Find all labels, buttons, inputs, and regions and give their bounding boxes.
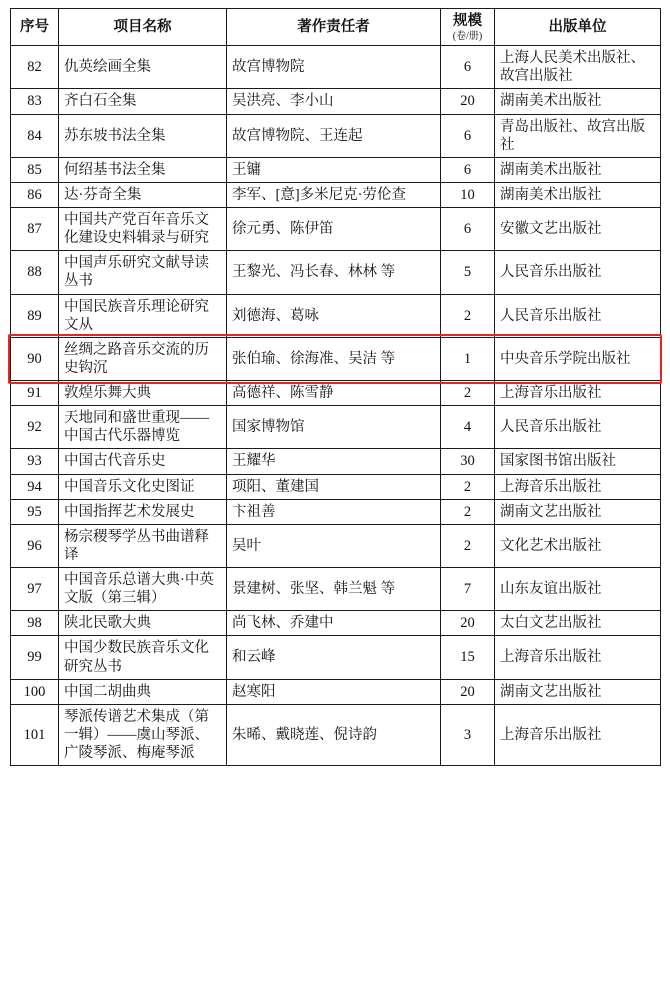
table-row <box>11 182 661 207</box>
cell-author: 故宫博物院 <box>227 46 441 89</box>
cell-no: 99 <box>11 636 59 679</box>
cell-title: 中国音乐总谱大典·中英文版（第三辑） <box>59 568 227 611</box>
cell-title: 中国音乐文化史图证 <box>59 474 227 499</box>
cell-title: 中国少数民族音乐文化研究丛书 <box>59 636 227 679</box>
cell-no: 94 <box>11 474 59 499</box>
cell-no: 96 <box>11 524 59 567</box>
cell-no: 82 <box>11 46 59 89</box>
cell-author: 吴洪亮、李小山 <box>227 89 441 114</box>
table-row <box>11 449 661 474</box>
cell-no: 100 <box>11 679 59 704</box>
cell-title: 中国共产党百年音乐文化建设史料辑录与研究 <box>59 208 227 251</box>
cell-title: 中国声乐研究文献导读丛书 <box>59 251 227 294</box>
cell-title: 敦煌乐舞大典 <box>59 381 227 406</box>
cell-author: 国家博物馆 <box>227 406 441 449</box>
cell-scale: 20 <box>441 89 495 114</box>
cell-author: 吴叶 <box>227 524 441 567</box>
table-header-row <box>11 9 661 46</box>
column-header-scale-main: 规模 <box>453 13 482 29</box>
cell-no: 86 <box>11 182 59 207</box>
cell-no: 89 <box>11 294 59 337</box>
table-row <box>11 381 661 406</box>
table-row <box>11 704 661 765</box>
table-row <box>11 157 661 182</box>
cell-no: 98 <box>11 611 59 636</box>
table-body <box>11 46 661 766</box>
cell-title: 苏东坡书法全集 <box>59 114 227 157</box>
cell-author: 赵寒阳 <box>227 679 441 704</box>
cell-scale: 3 <box>441 704 495 765</box>
cell-title: 丝绸之路音乐交流的历史钩沉 <box>59 337 227 380</box>
cell-publisher: 上海音乐出版社 <box>495 381 661 406</box>
cell-publisher: 湖南美术出版社 <box>495 157 661 182</box>
cell-author: 和云峰 <box>227 636 441 679</box>
catalog-table <box>10 8 661 766</box>
cell-author: 朱晞、戴晓莲、倪诗韵 <box>227 704 441 765</box>
cell-scale: 10 <box>441 182 495 207</box>
cell-publisher: 青岛出版社、故宫出版社 <box>495 114 661 157</box>
cell-title: 陕北民歌大典 <box>59 611 227 636</box>
cell-no: 84 <box>11 114 59 157</box>
cell-author: 尚飞林、乔建中 <box>227 611 441 636</box>
cell-author: 王镛 <box>227 157 441 182</box>
cell-no: 83 <box>11 89 59 114</box>
table-row <box>11 46 661 89</box>
table-row <box>11 89 661 114</box>
cell-scale: 6 <box>441 114 495 157</box>
cell-publisher: 上海音乐出版社 <box>495 704 661 765</box>
cell-author: 故宫博物院、王连起 <box>227 114 441 157</box>
cell-author: 卞祖善 <box>227 499 441 524</box>
cell-author: 张伯瑜、徐海准、吴洁 等 <box>227 337 441 380</box>
cell-publisher: 人民音乐出版社 <box>495 294 661 337</box>
cell-author: 刘德海、葛咏 <box>227 294 441 337</box>
cell-scale: 20 <box>441 611 495 636</box>
cell-publisher: 安徽文艺出版社 <box>495 208 661 251</box>
table-row <box>11 251 661 294</box>
cell-publisher: 山东友谊出版社 <box>495 568 661 611</box>
cell-publisher: 湖南文艺出版社 <box>495 499 661 524</box>
cell-title: 中国民族音乐理论研究文从 <box>59 294 227 337</box>
cell-publisher: 上海人民美术出版社、故宫出版社 <box>495 46 661 89</box>
cell-title: 琴派传谱艺术集成（第一辑）——虞山琴派、广陵琴派、梅庵琴派 <box>59 704 227 765</box>
table-row <box>11 568 661 611</box>
table-row <box>11 636 661 679</box>
cell-no: 85 <box>11 157 59 182</box>
cell-no: 101 <box>11 704 59 765</box>
cell-no: 91 <box>11 381 59 406</box>
table-row <box>11 114 661 157</box>
cell-scale: 1 <box>441 337 495 380</box>
cell-publisher: 人民音乐出版社 <box>495 406 661 449</box>
cell-publisher: 湖南美术出版社 <box>495 89 661 114</box>
table-row <box>11 679 661 704</box>
cell-title: 中国指挥艺术发展史 <box>59 499 227 524</box>
cell-publisher: 上海音乐出版社 <box>495 474 661 499</box>
cell-title: 中国古代音乐史 <box>59 449 227 474</box>
cell-author: 高德祥、陈雪静 <box>227 381 441 406</box>
cell-publisher: 湖南文艺出版社 <box>495 679 661 704</box>
cell-no: 90 <box>11 337 59 380</box>
cell-no: 95 <box>11 499 59 524</box>
cell-publisher: 太白文艺出版社 <box>495 611 661 636</box>
cell-title: 仇英绘画全集 <box>59 46 227 89</box>
cell-title: 齐白石全集 <box>59 89 227 114</box>
table-row <box>11 611 661 636</box>
cell-scale: 5 <box>441 251 495 294</box>
cell-author: 李军、[意]多米尼克·劳伦查 <box>227 182 441 207</box>
cell-publisher: 上海音乐出版社 <box>495 636 661 679</box>
table-row-highlighted <box>11 337 661 380</box>
cell-scale: 2 <box>441 381 495 406</box>
cell-scale: 15 <box>441 636 495 679</box>
column-header-no: 序号 <box>11 9 59 46</box>
table-header <box>11 9 661 46</box>
table-row <box>11 208 661 251</box>
cell-scale: 30 <box>441 449 495 474</box>
cell-scale: 6 <box>441 46 495 89</box>
cell-title: 何绍基书法全集 <box>59 157 227 182</box>
cell-publisher: 人民音乐出版社 <box>495 251 661 294</box>
cell-no: 88 <box>11 251 59 294</box>
cell-author: 景建树、张坚、韩兰魁 等 <box>227 568 441 611</box>
cell-publisher: 国家图书馆出版社 <box>495 449 661 474</box>
cell-scale: 7 <box>441 568 495 611</box>
cell-publisher: 文化艺术出版社 <box>495 524 661 567</box>
cell-scale: 6 <box>441 157 495 182</box>
cell-author: 徐元勇、陈伊笛 <box>227 208 441 251</box>
column-header-scale-unit: (卷/册) <box>452 31 483 43</box>
cell-publisher: 湖南美术出版社 <box>495 182 661 207</box>
column-header-title: 项目名称 <box>59 9 227 46</box>
table-row <box>11 294 661 337</box>
cell-author: 项阳、董建国 <box>227 474 441 499</box>
cell-no: 93 <box>11 449 59 474</box>
table-row <box>11 499 661 524</box>
cell-publisher: 中央音乐学院出版社 <box>495 337 661 380</box>
cell-scale: 2 <box>441 499 495 524</box>
cell-author: 王耀华 <box>227 449 441 474</box>
cell-author: 王黎光、冯长春、林林 等 <box>227 251 441 294</box>
cell-scale: 6 <box>441 208 495 251</box>
cell-title: 中国二胡曲典 <box>59 679 227 704</box>
cell-scale: 4 <box>441 406 495 449</box>
cell-title: 天地同和盛世重现——中国古代乐器博览 <box>59 406 227 449</box>
cell-no: 87 <box>11 208 59 251</box>
cell-no: 92 <box>11 406 59 449</box>
table-row <box>11 474 661 499</box>
cell-title: 达·芬奇全集 <box>59 182 227 207</box>
table-row <box>11 524 661 567</box>
column-header-author: 著作责任者 <box>227 9 441 46</box>
table-row <box>11 406 661 449</box>
cell-title: 杨宗稷琴学丛书曲谱释译 <box>59 524 227 567</box>
column-header-scale <box>441 9 495 46</box>
cell-scale: 2 <box>441 524 495 567</box>
cell-scale: 2 <box>441 474 495 499</box>
cell-scale: 2 <box>441 294 495 337</box>
cell-no: 97 <box>11 568 59 611</box>
cell-scale: 20 <box>441 679 495 704</box>
column-header-publisher: 出版单位 <box>495 9 661 46</box>
